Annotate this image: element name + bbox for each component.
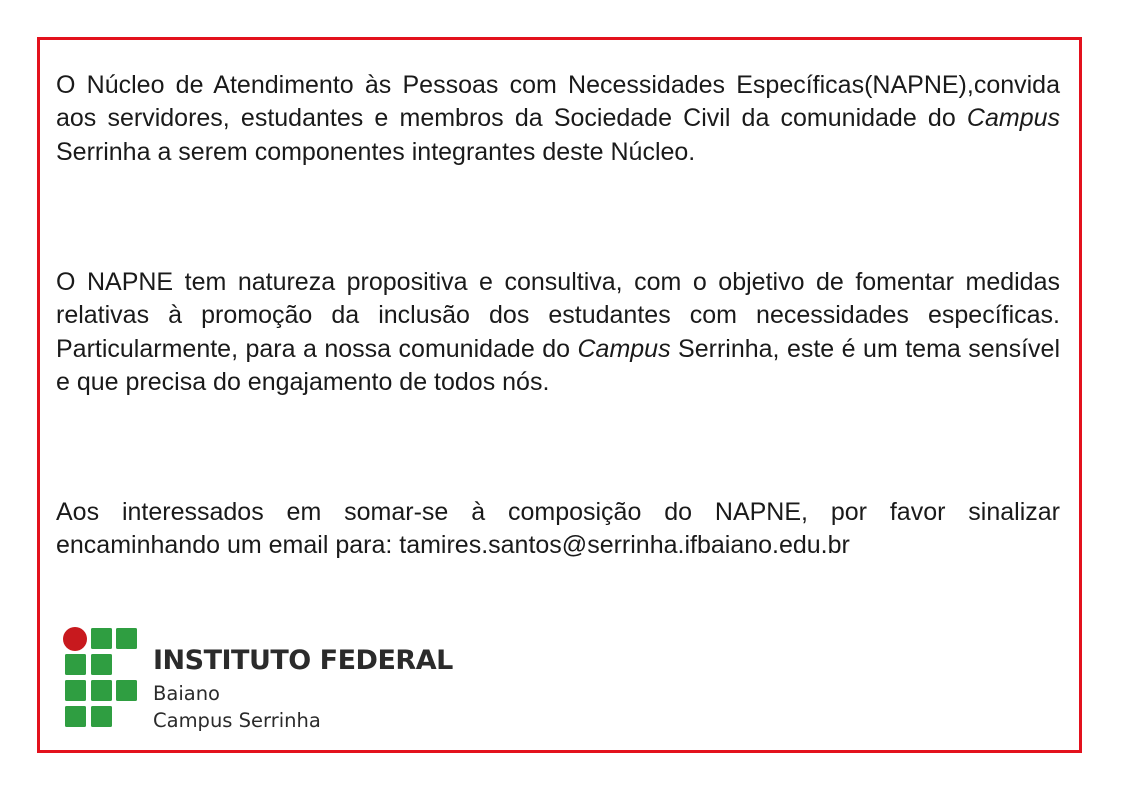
- logo-square: [65, 706, 86, 727]
- purpose-text-before: O NAPNE tem natureza propositiva e consultiva, com o objetivo de fomentar medidas relativas à promoção da inclusão dos estudantes com necessidades específicas. Particularmente, para a nossa comunidade do: [56, 268, 1060, 363]
- logo-title: INSTITUTO FEDERAL: [153, 645, 453, 676]
- logo-subtitle-campus: Campus Serrinha: [153, 709, 321, 732]
- logo-square: [65, 680, 86, 701]
- logo-square: [116, 628, 137, 649]
- purpose-paragraph: [56, 266, 1060, 399]
- logo-square: [65, 654, 86, 675]
- logo-square: [91, 654, 112, 675]
- logo-square: [91, 628, 112, 649]
- institution-logo: [62, 626, 462, 736]
- contact-text: Aos interessados em somar-se à composição do NAPNE, por favor sinalizar encaminhando um email para: tamires.santos@serrinha.ifbaiano.edu.br: [56, 498, 1060, 560]
- intro-text-after: Serrinha a serem componentes integrantes deste Núcleo.: [56, 137, 696, 166]
- intro-text-before: O Núcleo de Atendimento às Pessoas com Necessidades Específicas(NAPNE),convida aos servidores, estudantes e membros da Sociedade Civil da comunidade do: [56, 71, 1060, 133]
- intro-paragraph: [56, 69, 1060, 169]
- intro-campus-word: Campus: [966, 104, 1060, 133]
- if-logo-grid-icon: [62, 626, 142, 732]
- logo-red-dot: [63, 627, 87, 651]
- logo-square: [116, 680, 137, 701]
- purpose-text-after: Serrinha, este é um tema sensível e que precisa do engajamento de todos nós.: [56, 334, 1060, 396]
- logo-square: [91, 680, 112, 701]
- logo-subtitle-state: Baiano: [153, 682, 220, 705]
- purpose-campus-word: Campus: [577, 334, 671, 363]
- contact-paragraph: [56, 496, 1060, 563]
- logo-square: [91, 706, 112, 727]
